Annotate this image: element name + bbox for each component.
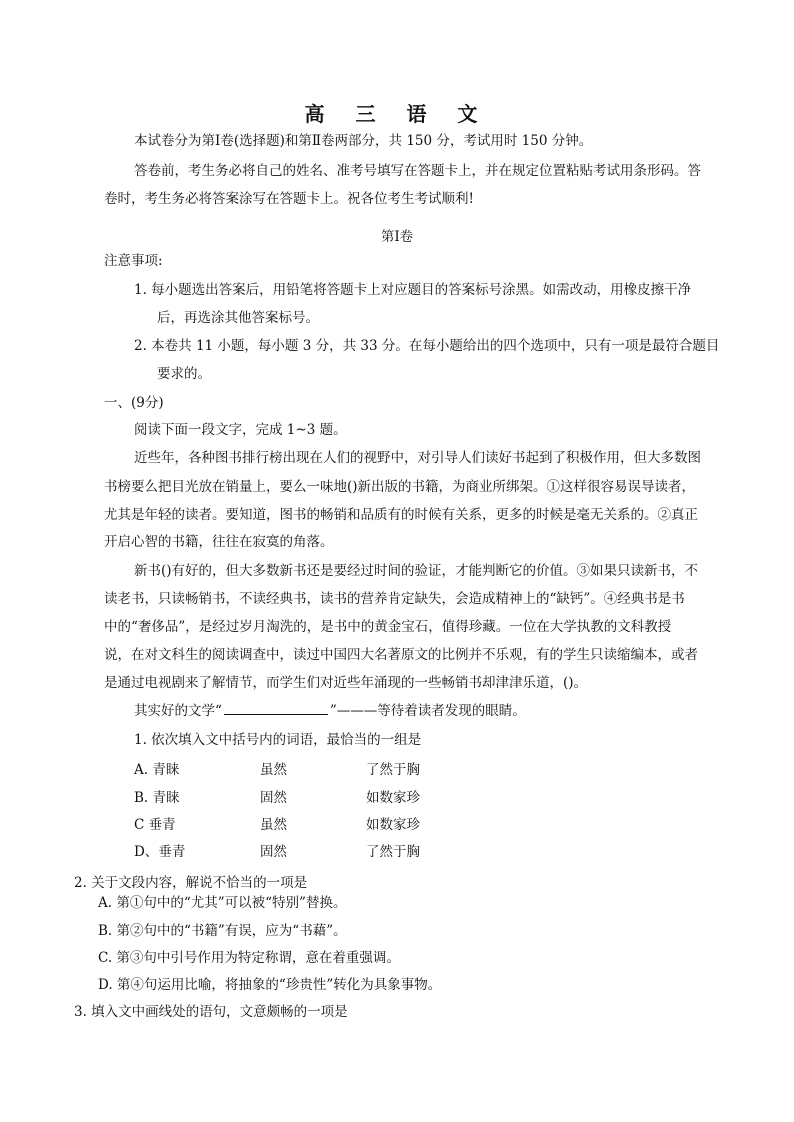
option-word: 虽然 — [260, 762, 287, 778]
option-word: 如数家珍 — [366, 817, 420, 833]
part-heading: 一、(9分) — [104, 395, 164, 411]
passage-line: 读老书，只读畅销书，不读经典书，读书的营养肯定缺失，会造成精神上的“缺钙”。④经典书是书 — [104, 591, 685, 607]
notes-item: 2. 本卷共 11 小题，每小题 3 分，共 33 分。在每小题给出的四个选项中，只有一项是最符合题目 — [134, 338, 720, 354]
question-stem: 2. 关于文段内容，解说不恰当的一项是 — [74, 875, 308, 891]
intro-line: 答卷前，考生务必将自己的姓名、准考号填写在答题卡上，并在规定位置粘贴考试用条形码。答 — [134, 163, 701, 179]
notes-heading: 注意事项: — [104, 253, 163, 269]
notes-item: 1. 每小题选出答案后，用铅笔将答题卡上对应题目的答案标号涂黑。如需改动，用橡皮擦干净 — [134, 282, 692, 298]
passage-line: 是通过电视剧来了解情节，而学生们对近些年涌现的一些畅销书却津津乐道，()。 — [104, 675, 588, 691]
option-word: 如数家珍 — [366, 790, 420, 806]
option-word: 了然于胸 — [366, 762, 420, 778]
option: D. 第④句运用比喻，将抽象的“珍贵性”转化为具象事物。 — [98, 977, 442, 993]
passage-line: 开启心智的书籍，往往在寂寞的角落。 — [104, 534, 334, 550]
passage-line: 尤其是年轻的读者。要知道，图书的畅销和品质有的时候有关系，更多的时候是毫无关系的。②真正 — [104, 507, 698, 523]
notes-item-cont: 要求的。 — [157, 366, 211, 382]
option-label: B. 青睐 — [134, 790, 180, 806]
intro-line: 卷时，考生务必将答案涂写在答题卡上。祝各位考生考试顺利! — [104, 191, 474, 207]
option: C. 第③句中引号作用为特定称谓，意在着重强调。 — [98, 950, 400, 966]
option-word: 固然 — [260, 844, 287, 860]
passage-line: 中的“奢侈品”，是经过岁月淘洗的，是书中的黄金宝石，值得珍藏。一位在大学执教的文科教授 — [104, 619, 672, 635]
fill-line-start: 其实好的文学“ — [134, 703, 222, 719]
option-word: 固然 — [260, 790, 287, 806]
intro-line: 本试卷分为第Ⅰ卷(选择题)和第Ⅱ卷两部分，共 150 分，考试用时 150 分钟。 — [134, 133, 593, 149]
page-title: 高 三 语 文 — [304, 102, 490, 126]
option-label: D、垂青 — [134, 844, 186, 860]
question-stem: 1. 依次填入文中括号内的词语，最恰当的一组是 — [134, 732, 422, 748]
passage-line: 新书()有好的，但大多数新书还是要经过时间的验证，才能判断它的价值。③如果只读新书，不 — [134, 563, 699, 579]
fill-blank — [224, 702, 328, 715]
notes-item-cont: 后，再选涂其他答案标号。 — [157, 310, 319, 326]
passage-line: 说，在对文科生的阅读调查中，读过中国四大名著原文的比例并不乐观，有的学生只读缩编本，或者 — [104, 647, 698, 663]
passage-instruction: 阅读下面一段文字，完成 1~3 题。 — [134, 422, 347, 438]
passage-line: 书榜要么把目光放在销量上，要么一味地()新出版的书籍，为商业所绑架。①这样很容易误导读者， — [104, 479, 696, 495]
option-word: 了然于胸 — [366, 844, 420, 860]
option-label: A. 青睐 — [134, 762, 180, 778]
option-label: C 垂青 — [134, 817, 176, 833]
question-stem: 3. 填入文中画线处的语句，文意颇畅的一项是 — [74, 1004, 348, 1020]
section-heading: 第Ⅰ卷 — [380, 229, 414, 245]
option-word: 虽然 — [260, 817, 287, 833]
option: B. 第②句中的“书籍”有误，应为“书藉”。 — [98, 923, 347, 939]
passage-line: 近些年，各种图书排行榜出现在人们的视野中，对引导人们读好书起到了积极作用，但大多数图 — [134, 450, 701, 466]
passage-fill-line — [134, 701, 526, 721]
option: A. 第①句中的“尤其”可以被“特别”替换。 — [98, 895, 347, 911]
fill-line-end: ”———等待着读者发现的眼睛。 — [329, 703, 526, 719]
